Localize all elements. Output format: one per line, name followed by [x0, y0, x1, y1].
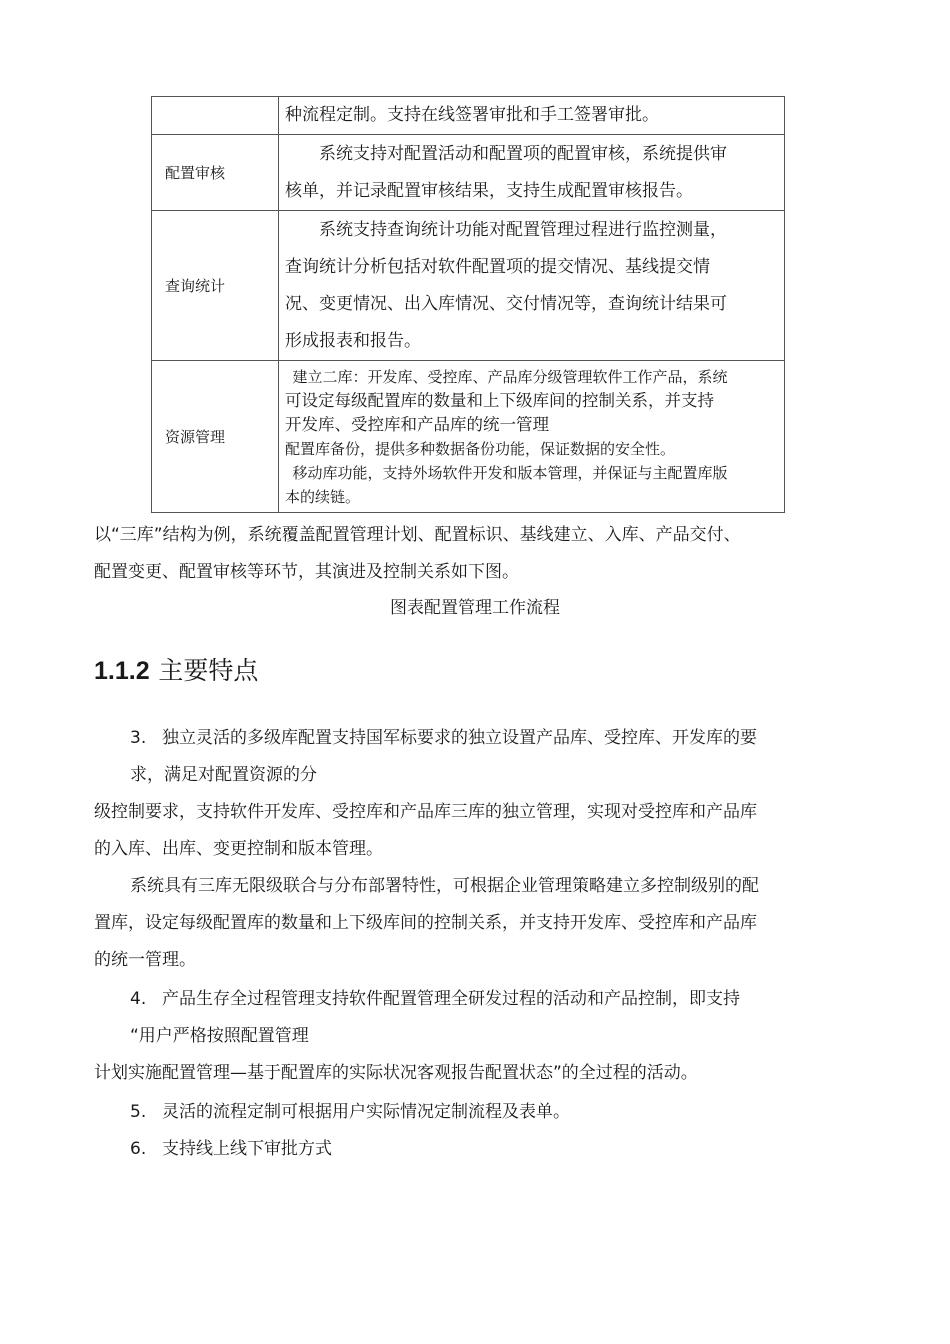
- section-heading: [94, 650, 258, 692]
- list-item-5: [130, 1094, 570, 1131]
- content-line: 配置库备份，提供多种数据备份功能，保证数据的安全性。: [285, 439, 676, 458]
- content-line: 移动库功能，支持外场软件开发和版本管理，并保证与主配置库版: [292, 463, 728, 482]
- paragraph-line: 置库，设定每级配置库的数量和上下级库间的控制关系，并支持开发库、受控库和产品库: [94, 913, 757, 933]
- table-row: [152, 135, 785, 211]
- table-row: [152, 97, 785, 135]
- content-line: 况、变更情况、出入库情况、交付情况等，查询统计结果可: [285, 293, 727, 314]
- paragraph-line: 的入库、出库、变更控制和版本管理。: [94, 839, 383, 859]
- paragraph-line: 的统一管理。: [94, 950, 196, 970]
- table-row: [152, 361, 785, 513]
- list-number: 5.: [130, 1102, 147, 1122]
- row-content: [279, 97, 785, 135]
- row-content: [279, 361, 785, 513]
- paragraph-line: 计划实施配置管理—基于配置库的实际状况客观报告配置状态”的全过程的活动。: [94, 1063, 698, 1083]
- section-number: 1.1.2: [94, 657, 150, 685]
- paragraph-line: 系统具有三库无限级联合与分布部署特性，可根据企业管理策略建立多控制级别的配: [130, 876, 759, 896]
- content-line: 系统支持查询统计功能对配置管理过程进行监控测量，: [319, 219, 727, 240]
- list-text: 产品生存全过程管理支持软件配置管理全研发过程的活动和产品控制，即支持: [162, 989, 740, 1009]
- content-line: 核单，并记录配置审核结果，支持生成配置审核报告。: [285, 180, 693, 201]
- list-item-4: [130, 981, 740, 1018]
- paragraph-line: 级控制要求，支持软件开发库、受控库和产品库三库的独立管理，实现对受控库和产品库: [94, 802, 757, 822]
- row-content: [279, 135, 785, 211]
- section-title: 主要特点: [158, 656, 259, 685]
- row-content: [279, 211, 785, 361]
- intro-line-2: 配置变更、配置审核等环节，其演进及控制关系如下图。: [94, 562, 519, 582]
- content-line: 可设定每级配置库的数量和上下级库间的控制关系，并支持: [285, 390, 714, 410]
- content-line: 开发库、受控库和产品库的统一管理: [285, 414, 549, 434]
- table-row: [152, 211, 785, 361]
- list-number: 6.: [130, 1139, 147, 1159]
- content-line: 查询统计分析包括对软件配置项的提交情况、基线提交情: [285, 256, 710, 277]
- row-label: [152, 97, 279, 135]
- feature-table: [151, 96, 785, 513]
- list-item-6: [130, 1131, 332, 1168]
- list-text: 支持线上线下审批方式: [162, 1139, 332, 1159]
- content-line: 建立二库：开发库、受控库、产品库分级管理软件工作产品，系统: [292, 367, 728, 386]
- list-item-3: [130, 720, 757, 757]
- figure-caption: 图表配置管理工作流程: [390, 598, 560, 618]
- list-number: 4.: [130, 989, 147, 1009]
- list-number: 3.: [130, 728, 147, 748]
- content-line: 种流程定制。支持在线签署审批和手工签署审批。: [285, 105, 659, 125]
- content-line: 本的续链。: [285, 487, 361, 506]
- content-line: 系统支持对配置活动和配置项的配置审核，系统提供审: [319, 143, 727, 164]
- list-text: 独立灵活的多级库配置支持国军标要求的独立设置产品库、受控库、开发库的要: [162, 728, 757, 748]
- list-item-3-wrap: 求，满足对配置资源的分: [130, 765, 317, 785]
- intro-line-1: 以“三库”结构为例，系统覆盖配置管理计划、配置标识、基线建立、入库、产品交付、: [94, 525, 741, 545]
- list-item-4-wrap: “用户严格按照配置管理: [130, 1026, 309, 1046]
- row-label: 资源管理: [152, 361, 279, 513]
- row-label: 查询统计: [152, 211, 279, 361]
- list-text: 灵活的流程定制可根据用户实际情况定制流程及表单。: [162, 1102, 570, 1122]
- row-label: 配置审核: [152, 135, 279, 211]
- content-line: 形成报表和报告。: [285, 330, 421, 351]
